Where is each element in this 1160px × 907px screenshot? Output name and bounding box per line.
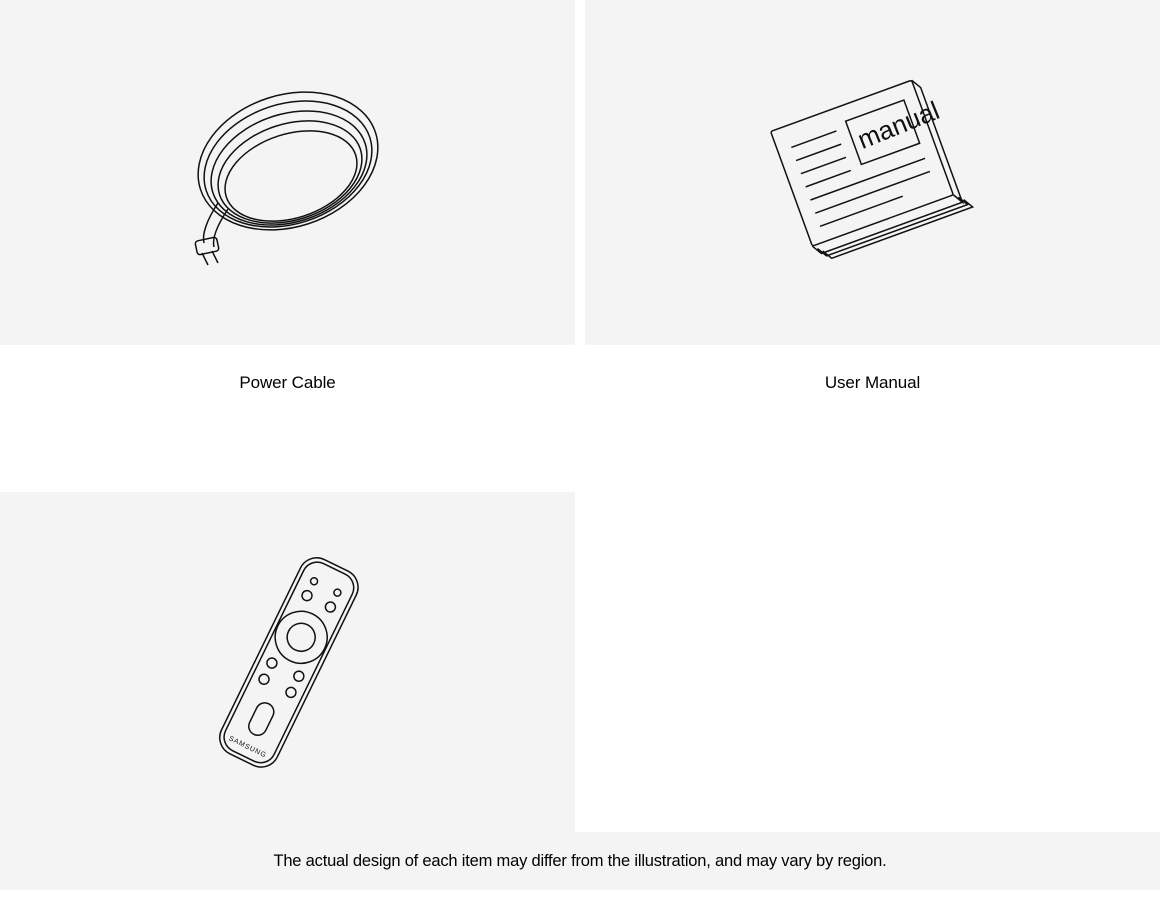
manual-word: manual xyxy=(852,94,944,155)
solarcell-remote-thumbnail xyxy=(0,492,575,832)
power-cable-caption: Power Cable xyxy=(0,345,575,420)
footer-note-bar xyxy=(0,832,1160,890)
power-cable-thumbnail xyxy=(0,0,575,345)
solarcell-remote-illustration xyxy=(158,542,418,782)
accessory-cell-user-manual xyxy=(585,0,1160,420)
power-cable-illustration xyxy=(158,63,418,283)
row-gap xyxy=(0,420,1160,492)
accessories-grid xyxy=(0,0,1160,420)
user-manual-illustration xyxy=(743,63,1003,283)
user-manual-thumbnail xyxy=(585,0,1160,345)
accessory-cell-power-cable xyxy=(0,0,575,420)
footer-note: The actual design of each item may differ from the illustration, and may vary by region. xyxy=(273,851,887,870)
user-manual-caption: User Manual xyxy=(585,345,1160,420)
samsung-wordmark: SAMSUNG xyxy=(227,735,267,760)
